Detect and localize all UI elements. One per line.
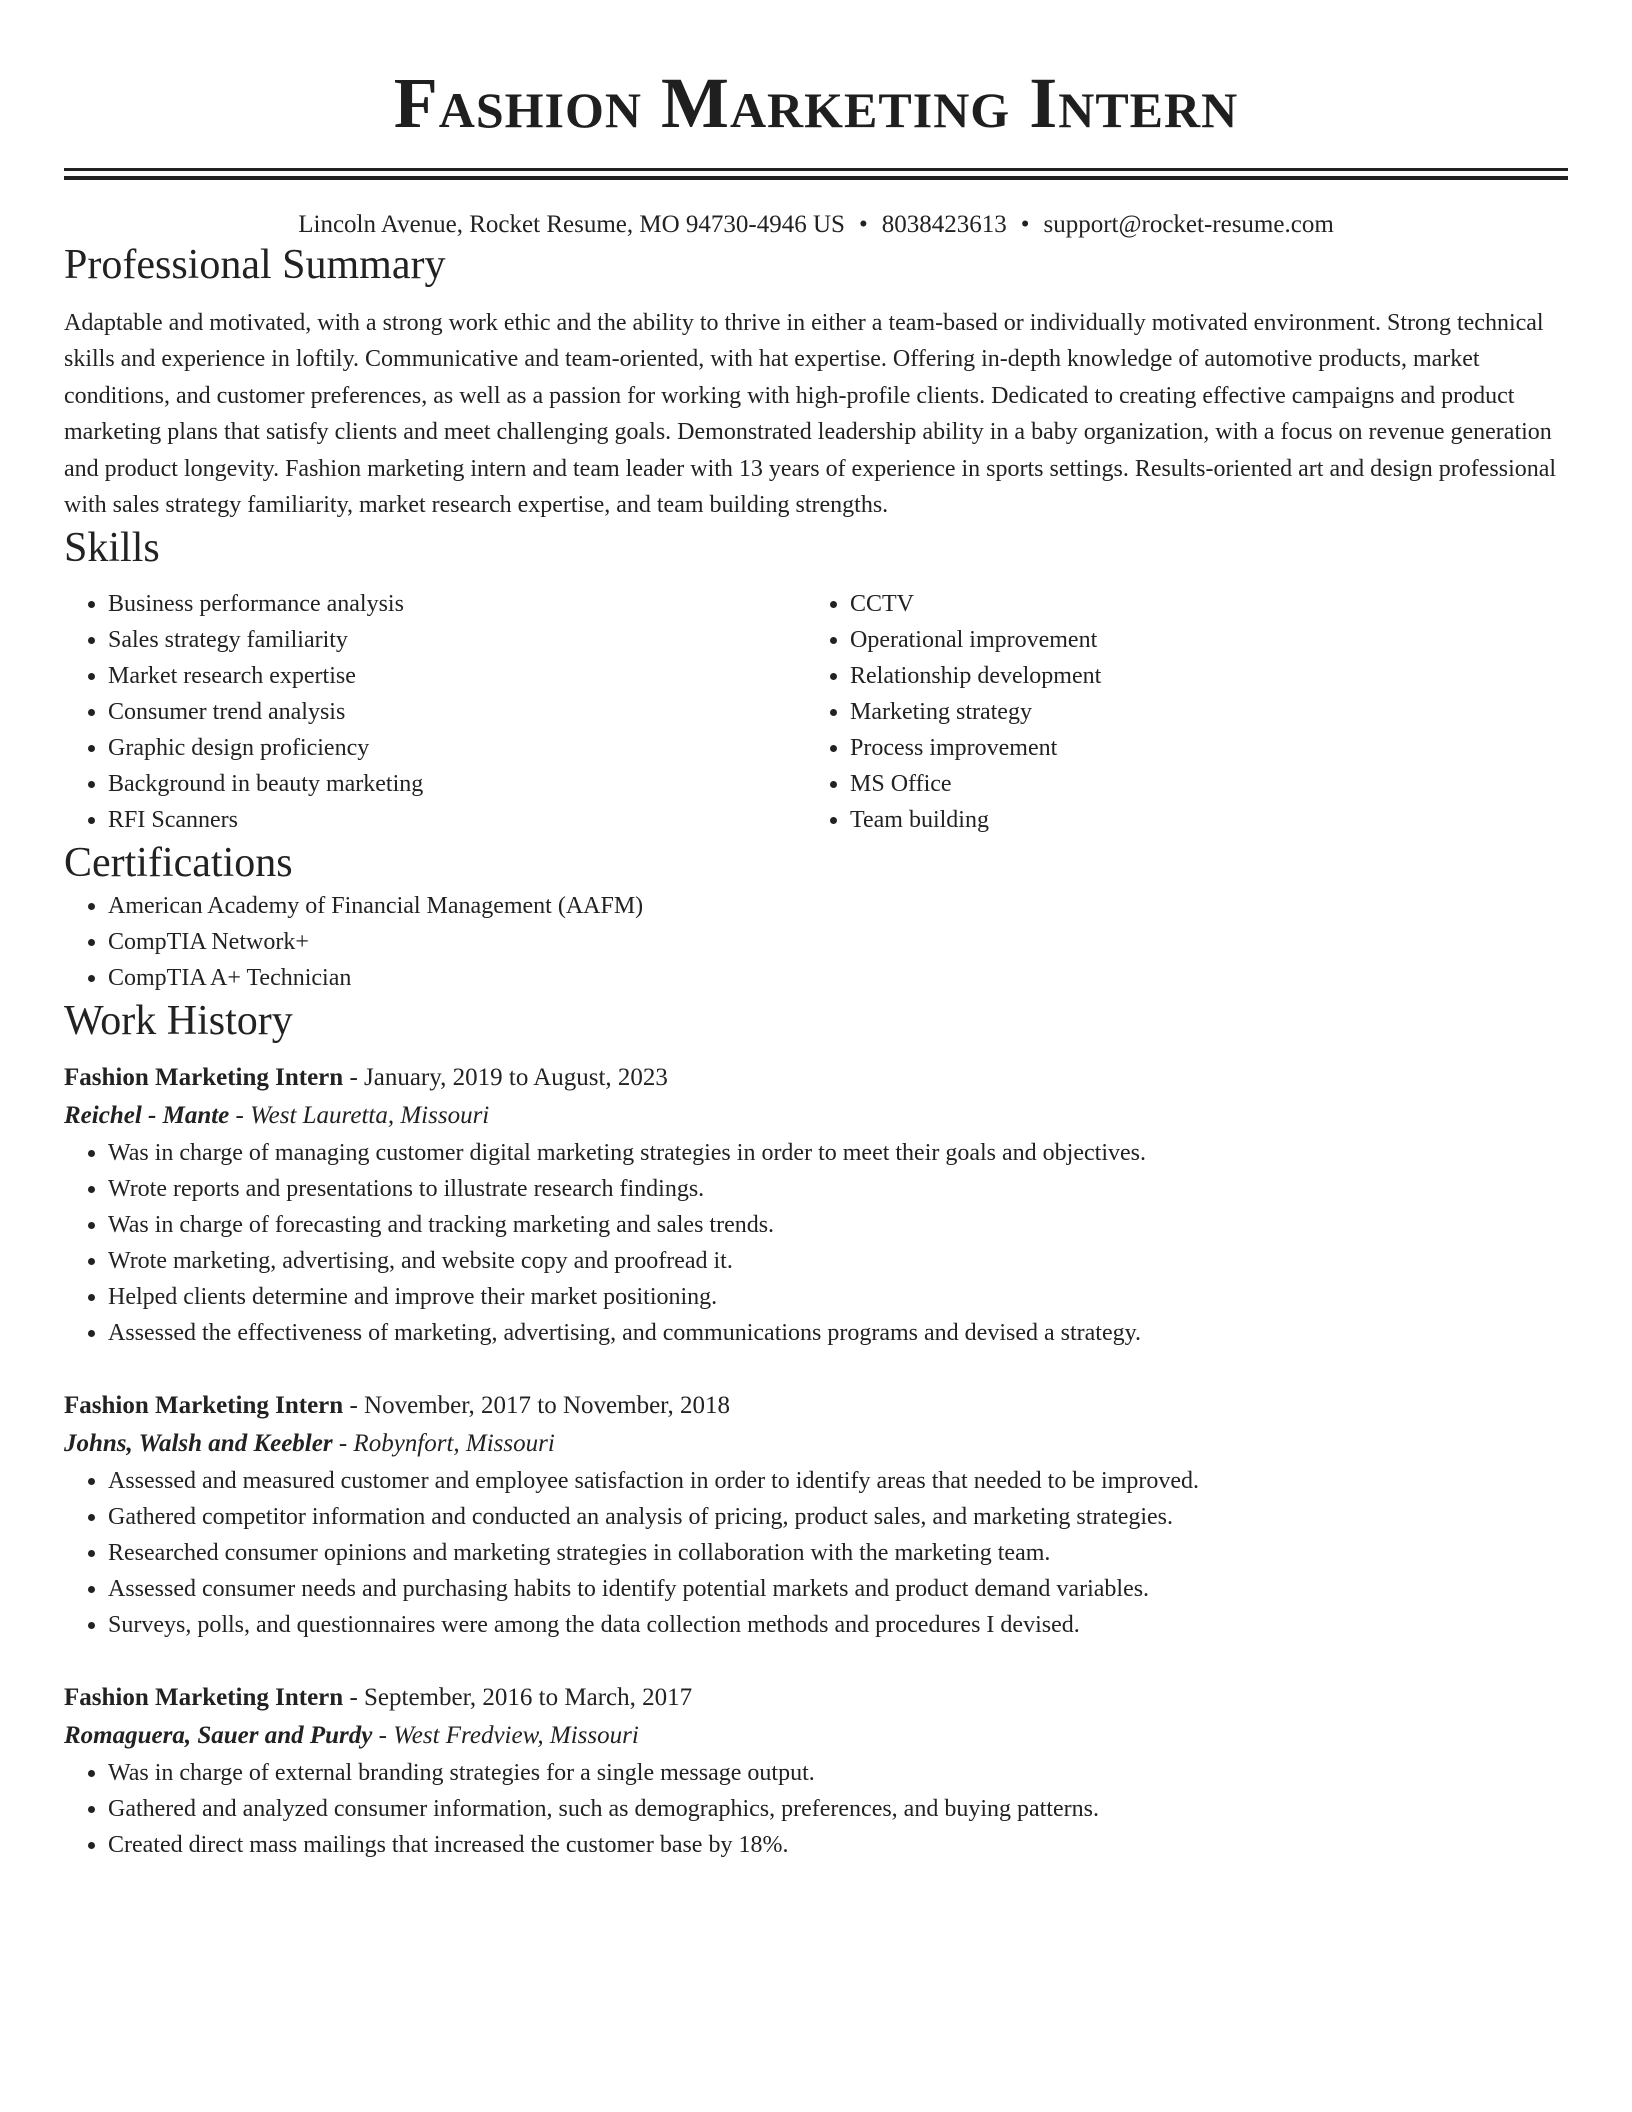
skill-item: • Market research expertise [108,658,806,694]
job-duty-item: • Surveys, polls, and questionnaires were among the data collection methods and procedures I devised. [108,1607,1568,1643]
skill-item: • Business performance analysis [108,586,806,622]
skill-item: • Operational improvement [850,622,1548,658]
resume-name-title: Fashion Marketing Intern [393,63,1239,143]
job-duty-item: • Assessed the effectiveness of marketing, advertising, and communications programs and devised a strategy. [108,1315,1568,1351]
job-heading [64,1679,1568,1717]
job-employer-line [64,1425,1568,1463]
job-dash: - [343,1064,365,1092]
job-duty-item: • Helped clients determine and improve their market positioning. [108,1279,1568,1315]
skill-item: • Sales strategy familiarity [108,622,806,658]
job-entry [64,1387,1568,1643]
job-heading [64,1059,1568,1097]
skills-column-left [64,586,806,838]
contact-separator: • [858,211,868,238]
job-entry [64,1679,1568,1863]
job-duty-item: • Gathered competitor information and conducted an analysis of pricing, product sales, and marketing strategies. [108,1499,1568,1535]
job-dash: - [332,1430,354,1458]
job-role: Fashion Marketing Intern [64,1064,344,1092]
certification-item: • CompTIA Network+ [108,924,1568,960]
contact-separator: • [1020,211,1030,238]
job-dash: - [229,1102,251,1130]
skill-item: • Consumer trend analysis [108,694,806,730]
contact-line [64,210,1568,240]
skill-item: • CCTV [850,586,1548,622]
skill-item: • Process improvement [850,730,1548,766]
certifications-list [64,888,1568,996]
job-dates: September, 2016 to March, 2017 [364,1684,693,1712]
skills-list-left [64,586,806,838]
job-duty-item: • Was in charge of managing customer digital marketing strategies in order to meet their goals and objectives. [108,1135,1568,1171]
job-duty-item: • Created direct mass mailings that increased the customer base by 18%. [108,1827,1568,1863]
job-role: Fashion Marketing Intern [64,1392,344,1420]
job-duty-item: • Wrote marketing, advertising, and website copy and proofread it. [108,1243,1568,1279]
skill-item: • Marketing strategy [850,694,1548,730]
skills-list-right [806,586,1548,838]
skill-item: • Graphic design proficiency [108,730,806,766]
skill-item: • RFI Scanners [108,802,806,838]
job-duties-list [64,1463,1568,1643]
job-duty-item: • Was in charge of external branding strategies for a single message output. [108,1755,1568,1791]
job-company: Romaguera, Sauer and Purdy [64,1722,373,1750]
job-heading [64,1387,1568,1425]
certification-item: • CompTIA A+ Technician [108,960,1568,996]
job-location: West Fredview, Missouri [393,1722,639,1750]
job-employer-line [64,1097,1568,1135]
job-duty-item: • Wrote reports and presentations to illustrate research findings. [108,1171,1568,1207]
job-entry [64,1059,1568,1351]
skill-item: • Background in beauty marketing [108,766,806,802]
job-employer-line [64,1717,1568,1755]
summary-text: Adaptable and motivated, with a strong work ethic and the ability to thrive in either a team-based or individually motivated environment. Strong technical skills and experience in loftily. Communicative and team-oriented, with hat expertise. Offering in-depth knowledge of automotive products, market conditions, and customer preferences, as well as a passion for working with high-profile clients. Dedicated to creating effective campaigns and product marketing plans that satisfy clients and meet challenging goals. Demonstrated leadership ability in a baby organization, with a focus on revenue generation and product longevity. Fashion marketing intern and team leader with 13 years of experience in sports settings. Results-oriented art and design professional with sales strategy familiarity, market research expertise, and team building strengths. [64,310,1557,519]
section-title-summary: Professional Summary [64,242,446,288]
skills-column-right [806,586,1548,838]
job-company: Johns, Walsh and Keebler [64,1430,333,1458]
certification-item: • American Academy of Financial Management (AAFM) [108,888,1568,924]
job-dash: - [372,1722,394,1750]
job-location: West Lauretta, Missouri [250,1102,490,1130]
skills-grid [64,586,1568,838]
skill-item: • Team building [850,802,1548,838]
job-duties-list [64,1135,1568,1351]
job-company: Reichel - Mante [64,1102,230,1130]
contact-address: Lincoln Avenue, Rocket Resume, MO 94730-4946 US [298,211,845,238]
section-title-skills: Skills [64,525,160,572]
job-duty-item: • Assessed and measured customer and employee satisfaction in order to identify areas that needed to be improved. [108,1463,1568,1499]
resume-page [64,0,1568,1863]
header-double-rule [64,168,1568,180]
job-dates: November, 2017 to November, 2018 [364,1392,730,1420]
job-dates: January, 2019 to August, 2023 [364,1064,668,1092]
job-duty-item: • Was in charge of forecasting and tracking marketing and sales trends. [108,1207,1568,1243]
job-dash: - [343,1392,365,1420]
job-duties-list [64,1755,1568,1863]
skill-item: • Relationship development [850,658,1548,694]
job-location: Robynfort, Missouri [353,1430,555,1458]
job-dash: - [343,1684,365,1712]
section-title-certifications: Certifications [64,840,293,887]
contact-phone[interactable]: 8038423613 [881,211,1007,238]
skill-item: • MS Office [850,766,1548,802]
job-duty-item: • Gathered and analyzed consumer information, such as demographics, preferences, and buying patterns. [108,1791,1568,1827]
job-duty-item: • Researched consumer opinions and marketing strategies in collaboration with the marketing team. [108,1535,1568,1571]
job-duty-item: • Assessed consumer needs and purchasing habits to identify potential markets and product demand variables. [108,1571,1568,1607]
contact-email[interactable]: support@rocket-resume.com [1043,211,1334,238]
section-title-work-history: Work History [64,998,293,1045]
job-role: Fashion Marketing Intern [64,1684,344,1712]
